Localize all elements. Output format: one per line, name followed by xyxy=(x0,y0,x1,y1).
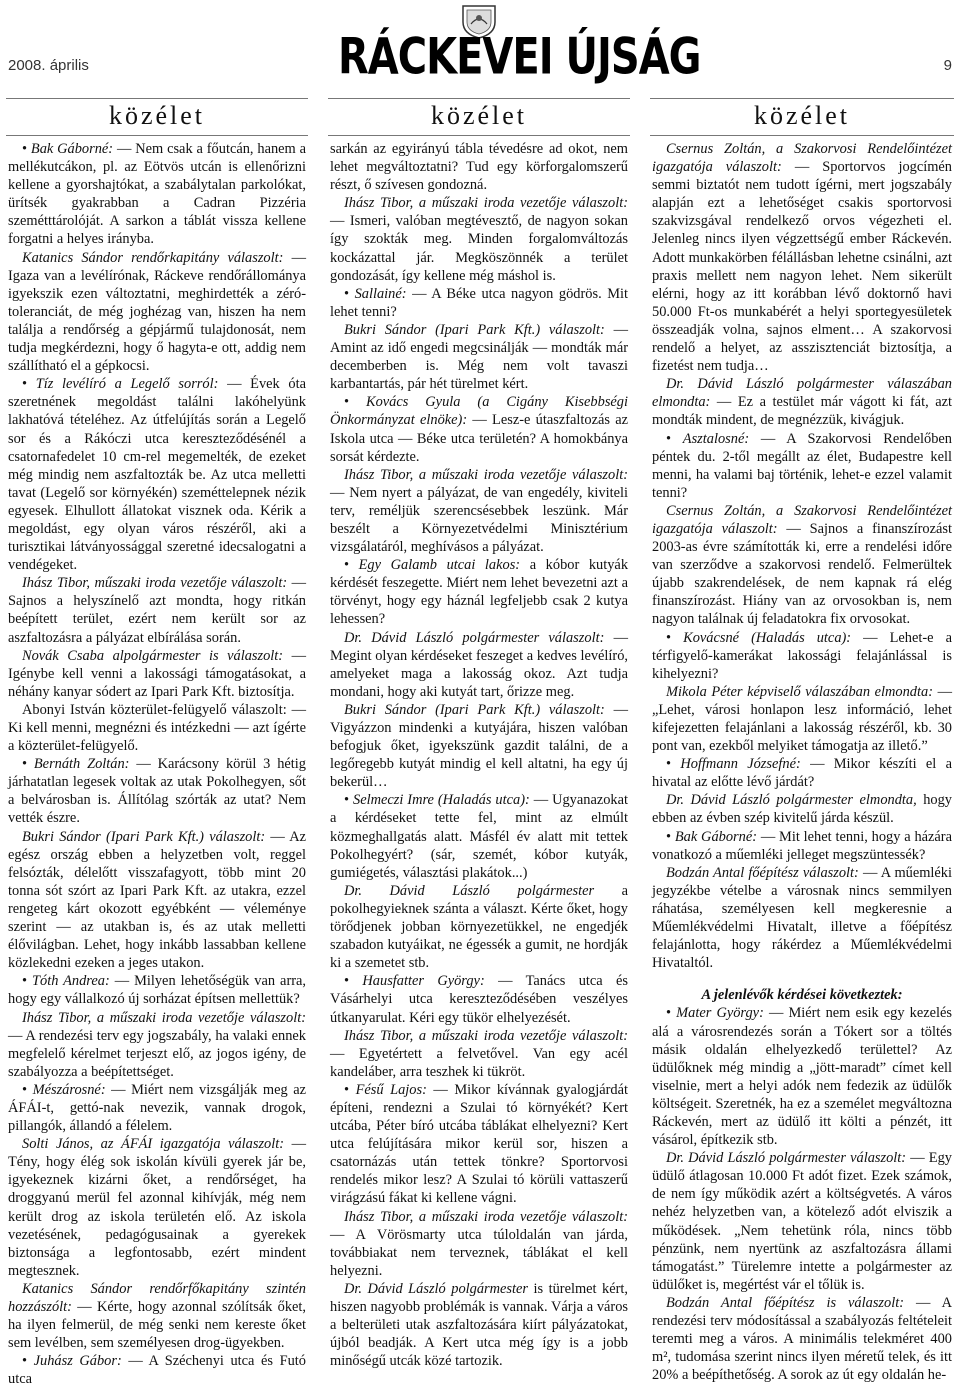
paragraph xyxy=(330,321,628,393)
paragraph-text: — A műemléki jegyzékbe vételbe a városnak nincs semmilyen ráhatása, személyesen kell megkeresnie a Műemlékvédelmi Hivatalt, illetve a főépítész felajánlotta, hogy rákérdez a Műemlékvédelmi Hivataltól. xyxy=(652,864,952,972)
bullet-icon: • xyxy=(22,756,34,773)
paragraph xyxy=(8,140,306,249)
bullet-icon: • xyxy=(666,430,683,447)
paragraph xyxy=(8,1009,306,1081)
bullet-icon: • xyxy=(344,394,366,411)
speaker-name: Dr. Dávid László polgármester válaszában elmondta: xyxy=(652,376,952,411)
speaker-name: Bak Gáborné: xyxy=(30,141,114,157)
bullet-icon: • xyxy=(666,629,684,646)
newspaper-title: RÁCKEVEI ÚJSÁG xyxy=(338,28,701,86)
paragraph xyxy=(652,140,952,375)
paragraph xyxy=(330,791,628,881)
speaker-name: Katanics Sándor rendőrkapitány válaszolt: xyxy=(22,249,284,266)
speaker-name: Dr. Dávid László polgármester elmondta, xyxy=(666,792,917,809)
paragraph xyxy=(652,683,952,755)
paragraph xyxy=(652,864,952,973)
speaker-name: Csernus Zoltán, a Szakorvosi Rendelőintézet igazgatója válaszolt: xyxy=(652,141,952,176)
paragraph xyxy=(8,1135,306,1280)
paragraph-text: — Vigyázzon mindenki a kutyájára, hiszen valóban befogjuk őket, igyekszünk gazdit találni, de a legőregebb kutyát mindig el kell altatni, ha egy új bekerül… xyxy=(330,701,628,791)
paragraph xyxy=(8,375,306,574)
speaker-name: Mikola Péter képviselő válaszában elmondta: xyxy=(666,683,933,700)
paragraph xyxy=(652,828,952,864)
section-headers xyxy=(0,98,960,138)
masthead xyxy=(338,0,701,86)
paragraph xyxy=(330,1081,628,1208)
speaker-name: Dr. Dávid László polgármester válaszolt: xyxy=(344,629,605,646)
paragraph-text: hogy ebben az évben szép kivitelű járda készül. xyxy=(652,792,952,827)
bullet-icon: • xyxy=(22,1353,34,1370)
paragraph-text: a pokolhegyieknek szánta a választ. Kérte őket, hogy törődjenek jobban környezetükkel, ne engedjék szabadon kutyáikat, ne égessék a gumit, ne hordják ki a szemetet stb. xyxy=(330,882,628,972)
paragraph-text: — Mikor kívánnak gyalogjárdát építeni, rendezni a Szulai tó környékét? Kert utcába, Péter bíró utcába táblákat elhelyezni? Kert utca felújítására mikor kerül sor, hiszen a csatornázás után tettek tönkre? Sportorvosi rendelés mikor lesz? A Szulai tó körüli vattaszerű virágzású fákat ki kellene vágni. xyxy=(330,1081,629,1207)
speaker-name: Bukri Sándor (Ipari Park Kft.) válaszolt: xyxy=(22,828,266,845)
paragraph-text: — Ugyanazokat a kérdéseket tette fel, mint az elmúlt közmeghallgatás alatt. Másfél év alatt mit tettek Pokolhegyért? (sár, szemét, kóbor kutyák, gumiégetés, választási plakátok...) xyxy=(330,792,628,881)
speaker-name: Mater György: xyxy=(676,1005,764,1022)
speaker-name: Bukri Sándor (Ipari Park Kft.) válaszolt: xyxy=(344,701,605,718)
paragraph xyxy=(8,1352,306,1388)
paragraph xyxy=(652,375,952,429)
speaker-name: Asztalosné: xyxy=(682,430,750,447)
article-column-3 xyxy=(652,140,952,1384)
paragraph xyxy=(8,972,306,1008)
bullet-icon: • xyxy=(22,1081,33,1098)
paragraph-text: — Nem nyert a pályázat, de van engedély, kiviteli terv, reméljük szerencsésebbek leszünk. Már beszélt a Környezetvédelmi Minisztérium vizsgálatáról, meghívásos a pályázat. xyxy=(330,484,628,556)
speaker-name: Bernáth Zoltán: xyxy=(33,756,130,773)
paragraph-text: — A Vörösmarty utca túloldalán van járda, továbbiakat nem terveznek, táblákat el kell helyezni. xyxy=(330,1226,628,1279)
issue-date: 2008. április xyxy=(8,57,89,74)
section-header-col3: közélet xyxy=(650,98,954,136)
paragraph-text: — Sportorvos jogcímén semmi biztatót nem tudott ígérni, mert jogszabály alapján ezt a lehetőséget csakis sportorvosi szakvizsgával rendelkező orvos végezheti el. Jelenleg nincs ilyen végzettségű ember Ráckevén. Adott munkakörben félállásban lehetne csinálni, azt praxis mellett nem nagyon lehet. Nem sikerült elérni, hogy az itt korábban lévő doktornő havi 50.000 Ft-os munkabérét a helyi sportegyesületek összeadják volna, sajnos elment… A szakorvosi rendelő a helyet, az asszisztenciát biztosítja, a fizetést nem tudja… xyxy=(652,159,953,375)
speaker-name: Mészárosné: xyxy=(32,1081,106,1098)
bullet-icon: • xyxy=(666,1005,677,1022)
paragraph xyxy=(652,1004,952,1149)
paragraph-text: — Egy üdülő átlagosan 10.000 Ft adót fizet. Ezek számok, de nem így működik azért a költségvetés. A város nehéz helyzetben van, a kötelező adót elviszik a működések. „Nem tehetünk róla, nincs több pénzünk, nem nyertünk az aszfaltozásra állami támogatást.” Türelemre intette a polgármester az üdülőket is, megértést vár el tőlük is. xyxy=(652,1150,952,1293)
paragraph-text: — Nem csak a főutcán, hanem a mellékutcákon, pl. az Eötvös utcán is ellenőrizni kellene a gyorshajtókat, a szabálytalan parkolókat, ürítsék gyakrabban a Cadran Pizzéria szemétttárolóját. A sarkon a táblát vissza kellene forgatni a helyes irányba. xyxy=(8,141,306,248)
paragraph-text: — Lehet-e a térfigyelő-kamerákat lakossági felajánlással is kihelyezni? xyxy=(652,629,953,682)
paragraph-text: — Sajnos a finanszírozást 2003-as évre számították ki, erre a rendelési időre van szerződve a szakorvosi rendelő. Felmerültek újabb szakrendelések, de nem kapnak rá elég finanszírozást. Hiány van az orvosokban is, nem nagyon találnak új feladatokra fix orvosokat. xyxy=(652,520,953,628)
speaker-name: Ihász Tibor, a műszaki iroda vezetője válaszolt: xyxy=(344,1027,628,1044)
paragraph xyxy=(8,647,306,701)
bullet-icon: • xyxy=(344,973,363,990)
paragraph xyxy=(330,1208,628,1280)
paragraph xyxy=(330,629,628,701)
section-header-col1: közélet xyxy=(6,98,308,136)
speaker-name: Ihász Tibor, a műszaki iroda vezetője válaszolt: xyxy=(22,1009,306,1026)
paragraph-text: — A rendezési terv módosítással a szabályozás feltételeit teremti meg a város. A minimális telekméret 400 m², tudomása szerint nincs ilyen méretű telek, és itt 20% a beépíthetőség. A sorok az út egy oldalán he- xyxy=(652,1294,953,1384)
paragraph xyxy=(652,430,952,502)
paragraph xyxy=(330,393,628,465)
speaker-name: Katanics Sándor rendőrfőkapitány szintén hozzászólt: xyxy=(8,1280,306,1315)
paragraph-text: — Igaza van a levélírónak, Ráckeve rendőrállománya igyekszik ezen változtatni, meghirdették a zéró-toleranciát, de még joghézag van, hiszen ha nem találja a rendőrség a gépjármű tulajdonosát, nem tudja megkérdezni, hogy ő hagyta-e ott, addig nem szállítható el a gépkocsi. xyxy=(8,249,306,375)
bullet-icon: • xyxy=(344,1081,356,1098)
bullet-icon: • xyxy=(666,828,675,845)
paragraph xyxy=(330,556,628,628)
speaker-name: Bukri Sándor (Ipari Park Kft.) válaszolt: xyxy=(344,321,605,338)
paragraph-text: — Miért nem esik egy kezelés alá a városrendezés során a Tókert sor a töltés másik oldalán elhelyezkedő területtel? Az üdülőknek még mindig a „jött-maradt” címet kell viselnie, mert a helyi adók nem fedezik az üdülők költségeit. Szeretnék, ha ez a személet megváltozna Ráckevén, mert az üdülő itt költi a pénzét, itt vásárol, építkezik stb. xyxy=(652,1005,952,1149)
paragraph xyxy=(330,1280,628,1370)
bullet-icon: • xyxy=(344,285,355,302)
speaker-name: Dr. Dávid László polgármester válaszolt: xyxy=(666,1150,907,1167)
paragraph xyxy=(330,140,628,194)
paragraph xyxy=(8,1280,306,1352)
paragraph-text: — A Béke utca nagyon gödrös. Mit lehet tenni? xyxy=(330,285,629,320)
paragraph-text: — Karácsony körül 3 hétig járhatatlan legesek voltak az utak Pokolhegyen, sőt a belvárosban is. Állítólag szórták az utat? Nem vették észre. xyxy=(8,756,306,827)
paragraph xyxy=(652,1294,952,1384)
paragraph-text: — Kérte, hogy azonnal szólítsák őket, ha ilyen felmerül, de még senki nem kereste őket sem levélben, sem személyesen drog-ügyekben. xyxy=(8,1299,306,1352)
paragraph xyxy=(8,574,306,646)
paragraph xyxy=(330,466,628,556)
paragraph-text: — Miért nem vizsgálják meg az ÁFÁI-t, gettó-nak nevezik, vannak drogok, pillangók, állandó a félelem. xyxy=(8,1081,307,1135)
speaker-name: Csernus Zoltán, a Szakorvosi Rendelőintézet igazgatója válaszolt: xyxy=(652,502,952,537)
paragraph-text: — Megint olyan kérdéseket feszeget a kedves levélíró, amelyeket maga a lakosság okoz. Azt tudja mondani, hogy aki kutyát tart, őrizze meg. xyxy=(330,629,628,700)
speaker-name: Bak Gáborné: xyxy=(674,828,758,845)
article-column-1 xyxy=(8,140,306,1388)
speaker-name: Fésű Lajos: xyxy=(355,1081,427,1098)
paragraph-text: — Tény, hogy élég sok iskolán kívüli gyerek jár be, igyekeznek kizárni őket, a rendőrséget, ha droggyanú merül fel azonnal kihívják, még nem került drog az iskola területén elő. Az iskola vezetésének, pedagógusainak a gyerekek biztonsága a legfontosabb, ezért mindent megtesznek. xyxy=(8,1136,306,1279)
paragraph xyxy=(8,249,306,376)
speaker-name: Kovács Gyula (a Cigány Kisebbségi Önkormányzat elnöke): xyxy=(330,394,628,429)
paragraph-text: — Amint az idő engedi megcsinálják — mondták már decemberben is. Még nem volt tavaszi karbantartás, pár hét türelmet kért. xyxy=(330,321,628,393)
speaker-name: Tíz levélíró a Legelő sorról: xyxy=(35,376,219,393)
paragraph xyxy=(330,701,628,791)
paragraph-text: — Tanács utca és Vásárhelyi utca kereszteződésében veszélyes útkanyarulat. Kéri egy tükör elhelyezését. xyxy=(330,973,629,1026)
paragraph-text: — Mikor készíti el a hivatal az előtte lévő járdát? xyxy=(652,756,952,791)
speaker-name: Solti János, az ÁFÁI igazgatója válaszolt: xyxy=(22,1136,285,1153)
paragraph-text: — Mit lehet tenni, hogy a házára vonatkozó a műemléki jelleget megszüntessék? xyxy=(652,828,952,863)
paragraph xyxy=(8,828,306,973)
speaker-name: Dr. Dávid László polgármester xyxy=(344,1280,528,1297)
paragraph xyxy=(330,972,628,1026)
paragraph xyxy=(330,882,628,972)
paragraph xyxy=(652,986,952,1004)
paragraph-text: a kóbor kutyák kérdését feszegette. Miért nem lehet bevezetni azt a törvényt, hogy egy háznál legfeljebb csak 2 kutya lehessen? xyxy=(330,557,629,628)
speaker-name: Novák Csaba alpolgármester is válaszolt: xyxy=(22,647,284,664)
speaker-name: Ihász Tibor, a műszaki iroda vezetője válaszolt: xyxy=(344,466,628,483)
speaker-name: Juhász Gábor: xyxy=(33,1353,122,1370)
paragraph-text: — Évek óta szeretnének megoldást találni lakóhelyünk lakhatóvá tételéhez. Az útfelújítás során a Legelő sor és a Rákóczi utca kereszteződésénél a csatornafedelet 10 cm-rel megemelték, de ezeket még mindig nem aszfaltozták be. Az utca melletti tavat (Legelő sor környékén) szeméttelepnek nézik egyesek. Elhullott állatokat visznek oda. Kérik a megoldást, egy olyan város részéről, aki a turisztikai látványossággal szeretné idecsalogatni a vendégeket. xyxy=(8,376,306,574)
speaker-name: Hausfatter György: xyxy=(362,973,485,990)
speaker-name: Hoffmann Józsefné: xyxy=(680,756,801,773)
bullet-icon: • xyxy=(666,756,681,773)
paragraph xyxy=(8,701,306,755)
speaker-name: Bodzán Antal főépítész válaszolt: xyxy=(666,864,859,881)
speaker-name: Ihász Tibor, műszaki iroda vezetője válaszolt: xyxy=(22,575,288,592)
paragraph-text: is türelmet kért, hiszen nagyobb problémák is vannak. Várja a város a belterületi utak aszfaltozására kiírt pályázatokat, újból beadják. A Kert utca még így is a jobb minőségű utcák közé tartozik. xyxy=(330,1280,629,1370)
paragraph xyxy=(330,285,628,321)
paragraph xyxy=(652,502,952,629)
paragraph xyxy=(652,791,952,827)
speaker-name: Kovácsné (Haladás utca): xyxy=(683,629,852,646)
paragraph xyxy=(652,629,952,683)
paragraph-text: — Lesz-e útaszfaltozás az Iskola utca — Béke utca területén? A homokbánya sorsát kérdezte. xyxy=(330,412,629,465)
paragraph-text: — Sajnos a helyszínelő azt mondta, hogy ritkán beépített terület, ezért nem került sor az aszfaltozásra a pályázat elbírálása során. xyxy=(8,575,306,646)
paragraph-text: — „Lehet, városi honlapon lesz információ, lehet kifejezetten felajánlani a lakosság részéről, kb. 30 pont van, ezekből melyiket támogatja az illető.” xyxy=(652,683,952,755)
paragraph xyxy=(8,755,306,827)
speaker-name: Dr. Dávid László polgármester xyxy=(344,882,595,899)
bullet-icon: • xyxy=(22,141,31,157)
speaker-name: Sallainé: xyxy=(354,285,407,302)
page-number: 9 xyxy=(943,57,952,74)
paragraph xyxy=(652,1149,952,1294)
speaker-name: Ihász Tibor, a műszaki iroda vezetője válaszolt: xyxy=(344,195,628,212)
paragraph-text: — A rendezési terv egy jogszabály, ha valaki ennek megfelelő kérelmet terjeszt elő, az jogos igény, de szabályozza a beépítettséget. xyxy=(8,1027,306,1080)
article-column-2 xyxy=(330,140,628,1370)
paragraph-text: A jelenlévők kérdései következtek: xyxy=(701,987,903,1004)
paragraph-text: — Az egész ország ebben a helyzetben volt, reggel felsózták, délelőtt visszafagyott, több mint 20 tonna sót szórt az Ipari Park Kft. az utakra, ezzel rengeteg kárt okozott egyébként — véleménye szerint — az utakban is, és az utak melletti élővilágban. Lehet, hogy inkább lassabban kellene közlekedni ezeken a jeges utakon. xyxy=(8,828,306,972)
bullet-icon: • xyxy=(344,792,353,809)
paragraph-text: — Igénybe kell venni a lakossági támogatásokat, a néhány kanyar sódert az Ipari Park Kft. biztosítja. xyxy=(8,647,306,700)
paragraph xyxy=(330,1027,628,1081)
paragraph xyxy=(330,194,628,284)
speaker-name: Egy Galamb utcai lakos: xyxy=(358,557,521,574)
paragraph-text: — A Szakorvosi Rendelőben péntek du. 2-től megállt az élet, Budapestre kell menni, ha valami baj történik, lehet-e ezzel valamit tenni? xyxy=(652,430,952,501)
paragraph-text: Abonyi István közterület-felügyelő válaszolt: — Ki kell menni, megnézni és intézkedni — azt ígérte a közterület-felügyelő. xyxy=(8,701,306,755)
speaker-name: Selmeczi Imre (Haladás utca): xyxy=(353,792,530,809)
speaker-name: Ihász Tibor, a műszaki iroda vezetője válaszolt: xyxy=(344,1208,628,1225)
bullet-icon: • xyxy=(22,973,33,990)
paragraph-text: — Milyen lehetőségük van arra, hogy egy vállalkozó új sorházat építsen mellettük? xyxy=(8,973,307,1008)
paragraph-text: — A Széchenyi utca és Futó utca xyxy=(8,1353,306,1388)
paragraph-text: sarkán az egyirányú tábla tévedésre ad okot, nem lehet megváltoztatni? Tud egy körforgalomszerű részt, ő szívesen gondozná. xyxy=(330,141,628,194)
bullet-icon: • xyxy=(22,376,36,393)
speaker-name: Tóth Andrea: xyxy=(32,973,110,990)
speaker-name: Bodzán Antal főépítész is válaszolt: xyxy=(666,1294,905,1311)
paragraph-text: — Ez a testület már vágott ki fát, azt mondták mindent, de megnézzük, kivágjuk. xyxy=(652,394,952,429)
section-header-col2: közélet xyxy=(328,98,630,136)
paragraph xyxy=(652,755,952,791)
page-header xyxy=(0,0,960,86)
paragraph xyxy=(8,1081,306,1135)
bullet-icon: • xyxy=(344,557,359,574)
paragraph-text: — Ismeri, valóban megtévesztő, de nagyon sokan így szokták meg. Minden forgalomváltozás kockázattal jár. Megköszönnék a terület gondozását, így kellene még máshol is. xyxy=(330,213,628,284)
paragraph-text: — Egyetértett a felvetővel. Van egy acél kandeláber, arra teszhek ki tükröt. xyxy=(330,1045,628,1080)
